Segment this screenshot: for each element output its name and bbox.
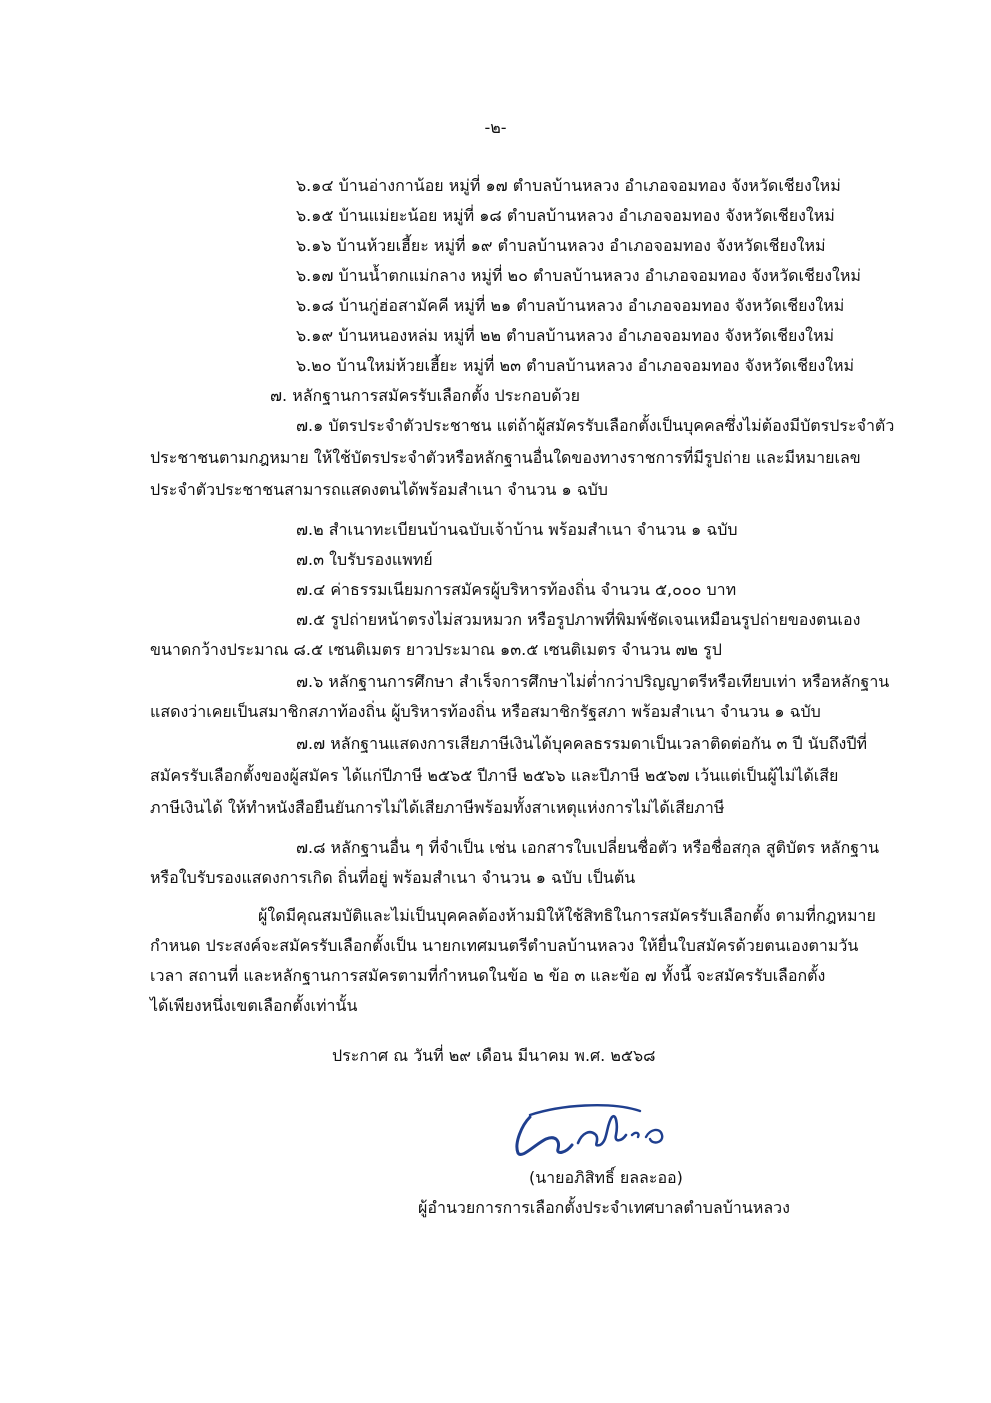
village-item: ๖.๑๔ บ้านอ่างกาน้อย หมู่ที่ ๑๗ ตำบลบ้านหลวง อำเภอจอมทอง จังหวัดเชียงใหม่ bbox=[296, 176, 841, 195]
closing-line: ได้เพียงหนึ่งเขตเลือกตั้งเท่านั้น bbox=[150, 996, 358, 1015]
item-7-7-line: สมัครรับเลือกตั้งของผู้สมัคร ได้แก่ปีภาษี ๒๕๖๕ ปีภาษี ๒๕๖๖ และปีภาษี ๒๕๖๗ เว้นแต่เป็นผู้ไม่ได้เสีย bbox=[150, 766, 839, 785]
item-7-8-line: หรือใบรับรองแสดงการเกิด ถิ่นที่อยู่ พร้อมสำเนา จำนวน ๑ ฉบับ เป็นต้น bbox=[150, 868, 636, 887]
item-7-5-line: ขนาดกว้างประมาณ ๘.๕ เซนติเมตร ยาวประมาณ ๑๓.๕ เซนติเมตร จำนวน ๗๒ รูป bbox=[150, 640, 722, 659]
item-7-1-line: ประชาชนตามกฎหมาย ให้ใช้บัตรประจำตัวหรือหลักฐานอื่นใดของทางราชการที่มีรูปถ่าย และมีหมายเลข bbox=[150, 448, 861, 467]
page-number: -๒- bbox=[484, 118, 507, 137]
signature bbox=[500, 1095, 700, 1165]
closing-line: กำหนด ประสงค์จะสมัครรับเลือกตั้งเป็น นายกเทศมนตรีตำบลบ้านหลวง ให้ยื่นใบสมัครด้วยตนเองตามวัน bbox=[150, 936, 859, 955]
closing-line: เวลา สถานที่ และหลักฐานการสมัครตามที่กำหนดในข้อ ๒ ข้อ ๓ และข้อ ๗ ทั้งนี้ จะสมัครรับเลือกตั้ง bbox=[150, 966, 826, 985]
village-item: ๖.๑๗ บ้านน้ำตกแม่กลาง หมู่ที่ ๒๐ ตำบลบ้านหลวง อำเภอจอมทอง จังหวัดเชียงใหม่ bbox=[296, 266, 861, 285]
item-7-2: ๗.๒ สำเนาทะเบียนบ้านฉบับเจ้าบ้าน พร้อมสำเนา จำนวน ๑ ฉบับ bbox=[296, 520, 738, 539]
item-7-1-line: ประจำตัวประชาชนสามารถแสดงตนได้พร้อมสำเนา จำนวน ๑ ฉบับ bbox=[150, 480, 608, 499]
village-item: ๖.๑๙ บ้านหนองหล่ม หมู่ที่ ๒๒ ตำบลบ้านหลวง อำเภอจอมทอง จังหวัดเชียงใหม่ bbox=[296, 326, 835, 345]
village-item: ๖.๑๕ บ้านแม่ยะน้อย หมู่ที่ ๑๘ ตำบลบ้านหลวง อำเภอจอมทอง จังหวัดเชียงใหม่ bbox=[296, 206, 835, 225]
announce-date: ประกาศ ณ วันที่ ๒๙ เดือน มีนาคม พ.ศ. ๒๕๖๘ bbox=[332, 1046, 656, 1065]
village-item: ๖.๑๖ บ้านห้วยเฮี้ยะ หมู่ที่ ๑๙ ตำบลบ้านหลวง อำเภอจอมทอง จังหวัดเชียงใหม่ bbox=[296, 236, 826, 255]
closing-line: ผู้ใดมีคุณสมบัติและไม่เป็นบุคคลต้องห้ามมิให้ใช้สิทธิในการสมัครรับเลือกตั้ง ตามที่กฎหมาย bbox=[258, 906, 876, 925]
item-7-1-line: ๗.๑ บัตรประจำตัวประชาชน แต่ถ้าผู้สมัครรับเลือกตั้งเป็นบุคคลซึ่งไม่ต้องมีบัตรประจำตัว bbox=[296, 416, 895, 435]
item-7-7-line: ภาษีเงินได้ ให้ทำหนังสือยืนยันการไม่ได้เสียภาษีพร้อมทั้งสาเหตุแห่งการไม่ได้เสียภาษี bbox=[150, 798, 725, 817]
signer-title: ผู้อำนวยการการเลือกตั้งประจำเทศบาลตำบลบ้านหลวง bbox=[418, 1198, 790, 1217]
item-7-5-line: ๗.๕ รูปถ่ายหน้าตรงไม่สวมหมวก หรือรูปภาพที่พิมพ์ชัดเจนเหมือนรูปถ่ายของตนเอง bbox=[296, 610, 861, 629]
item-7-8-line: ๗.๘ หลักฐานอื่น ๆ ที่จำเป็น เช่น เอกสารใบเปลี่ยนชื่อตัว หรือชื่อสกุล สูติบัตร หลักฐาน bbox=[296, 838, 880, 857]
village-item: ๖.๒๐ บ้านใหม่ห้วยเฮี้ยะ หมู่ที่ ๒๓ ตำบลบ้านหลวง อำเภอจอมทอง จังหวัดเชียงใหม่ bbox=[296, 356, 855, 375]
item-7-6-line: แสดงว่าเคยเป็นสมาชิกสภาท้องถิ่น ผู้บริหารท้องถิ่น หรือสมาชิกรัฐสภา พร้อมสำเนา จำนวน ๑ ฉบับ bbox=[150, 702, 821, 721]
item-7-6-line: ๗.๖ หลักฐานการศึกษา สำเร็จการศึกษาไม่ต่ำกว่าปริญญาตรีหรือเทียบเท่า หรือหลักฐาน bbox=[296, 672, 890, 691]
item-7-3: ๗.๓ ใบรับรองแพทย์ bbox=[296, 550, 433, 569]
item-7-4: ๗.๔ ค่าธรรมเนียมการสมัครผู้บริหารท้องถิ่น จำนวน ๕,๐๐๐ บาท bbox=[296, 580, 737, 599]
signature-scribble bbox=[500, 1095, 700, 1165]
village-item: ๖.๑๘ บ้านกู่ฮ่อสามัคคี หมู่ที่ ๒๑ ตำบลบ้านหลวง อำเภอจอมทอง จังหวัดเชียงใหม่ bbox=[296, 296, 845, 315]
section-7-heading: ๗. หลักฐานการสมัครรับเลือกตั้ง ประกอบด้วย bbox=[270, 386, 581, 405]
item-7-7-line: ๗.๗ หลักฐานแสดงการเสียภาษีเงินได้บุคคลธรรมดาเป็นเวลาติดต่อกัน ๓ ปี นับถึงปีที่ bbox=[296, 734, 868, 753]
signer-name: (นายอภิสิทธิ์ ยลละออ) bbox=[529, 1168, 683, 1187]
